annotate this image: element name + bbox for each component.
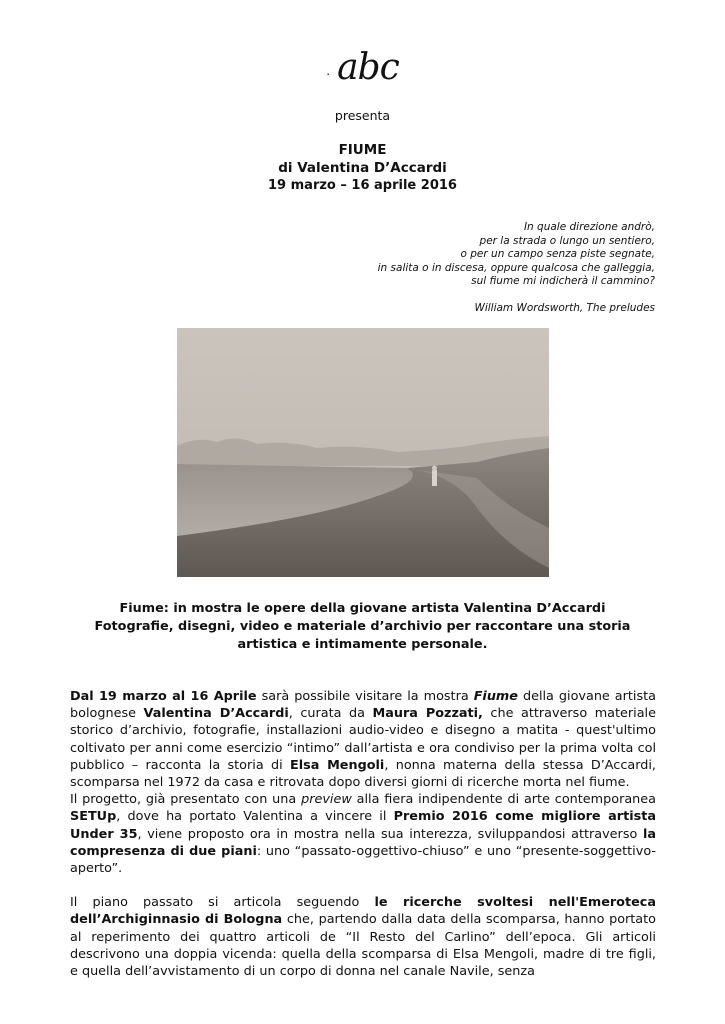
author-line: di Valentina D’Accardi [278,160,447,176]
text-span: sarà possibile visitare la mostra [256,689,474,704]
poem-line: per la strada o lungo un sentiero, [479,234,655,247]
text-span: Il piano passato si articola seguendo [70,895,375,911]
text-span: della giovane artista bolognese [70,689,657,722]
text-bold: Premio 2016 come migliore artista Under 35 [70,809,656,842]
text-span: che, partendo dalla data della scomparsa, hanno portato al reperimento dei quattro articoli de “Il Resto del Carlino” dell’epoca. Gli articoli descrivono una doppia vicenda: quella della scomparsa di Elsa Mengoli, madre di tre figli, e quella dell’avvistamento di un corpo di donna nel canale Navile, senza [70,912,656,980]
poem-quote [255,221,655,315]
presenta-text: presenta [334,108,391,123]
text-bold: Elsa Mengoli [289,757,385,773]
text-span: che attraverso materiale storico d’archivio, fotografie, installazioni audio-video e disegno a matita - quest'ultimo coltivato per anni come esercizio “intimo” dall’artista e ora condiviso per la prima volta col pubblico – racconta la storia di [70,706,656,773]
text-bold: Dal 19 marzo al 16 Aprile [70,689,257,704]
river-photograph [177,328,549,577]
paragraph-intro [70,688,656,791]
subtitle-line: Fiume: in mostra le opere della giovane artista Valentina D’Accardi [119,601,606,616]
text-bold: la compresenza di due piani [70,826,656,859]
poem-line: sul fiume mi indicherà il cammino? [471,275,655,287]
text-span: , curata da [288,706,373,722]
abc-logo [0,48,725,91]
logo-mark: . [326,64,330,78]
poem-line: o per un campo senza piste segnate, [460,248,655,260]
text-span: alla fiera indipendente di arte contemporanea [351,792,656,808]
logo-text: abc [337,47,399,88]
poem-line: In quale direzione andrò, [523,221,655,233]
text-italic: preview [301,792,352,808]
title-block [0,141,725,195]
text-bold: Valentina D’Accardi [143,706,289,722]
subtitle-line: Fotografie, disegni, video e materiale d’archivio per raccontare una storia [94,619,631,634]
text-bold-italic: Fiume [473,689,518,704]
exhibition-dates: 19 marzo – 16 aprile 2016 [268,178,457,193]
poem-line: in salita o in discesa, oppure qualcosa che galleggia, [377,261,655,274]
text-span: , dove ha portato Valentina a vincere il [116,809,394,825]
press-subtitle [70,600,655,654]
poem-attribution: William Wordsworth, The preludes [474,301,655,314]
exhibition-title: FIUME [338,142,387,158]
text-bold: le ricerche svoltesi nell'Emeroteca dell’Archiginnasio di Bologna [70,895,656,928]
subtitle-line: artistica e intimamente personale. [237,637,488,652]
paragraph-past-plane [70,894,656,980]
text-span: : uno “passato-oggettivo-chiuso” e uno “presente-soggettivo-aperto”. [70,843,656,877]
text-bold: SETUp [70,809,117,825]
text-bold: Maura Pozzati, [372,706,483,722]
text-span: , viene proposto ora in mostra nella sua interezza, sviluppandosi attraverso [137,826,643,842]
text-span: , nonna materna della stessa D’Accardi, scomparsa nel 1972 da casa e ritrovata dopo diversi giorni di ricerche morta nel fiume. [70,757,656,791]
paragraph-project [70,791,656,877]
press-body [70,688,656,980]
text-span: Il progetto, già presentato con una [70,792,302,808]
